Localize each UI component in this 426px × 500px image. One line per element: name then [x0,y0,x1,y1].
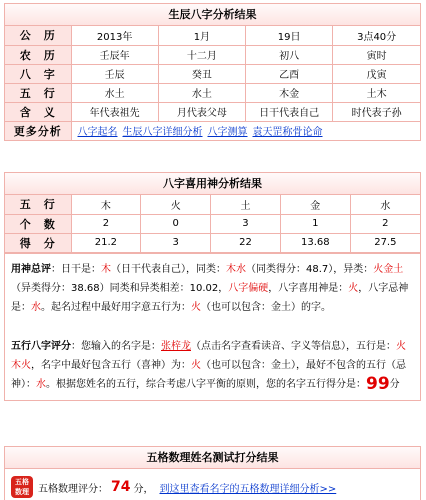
table-cell: 13.68 [280,233,350,252]
bazi-table [5,26,420,140]
row-label-gongli: 公 历 [5,26,71,45]
summary-text: （同类得分：48.7），异类： [246,263,374,275]
name-link[interactable]: 张梓龙 [161,340,191,352]
seal-text: 数理 [15,488,29,496]
day-element: 木 [101,263,111,275]
summary-label: 用神总评 [11,263,51,275]
name-avoid: 水 [36,378,46,390]
table-cell: 3点40分 [333,26,420,45]
table-cell: 乙酉 [246,64,333,83]
row-label-hanyi: 含 义 [5,102,71,121]
table-row [5,102,420,121]
table-row [5,64,420,83]
table-cell: 22 [211,233,281,252]
table-row [5,83,420,102]
table-cell: 时代表子孙 [333,102,420,121]
table-row [5,26,420,45]
table-cell: 27.5 [350,233,420,252]
table-row [5,214,420,233]
summary-text: ，八字喜用神是： [268,282,349,294]
table-row [5,195,420,214]
table-cell: 19日 [246,26,333,45]
table-cell: 1月 [158,26,245,45]
summary-text: 。起名过程中最好用字意五行为： [41,301,191,313]
table-header-cell: 水 [350,195,420,214]
name-eval-text: 。根据您姓名的五行，综合考虑八字平衡的原则，您的名字五行得分是： [46,378,366,390]
wuge-title: 五格数理姓名测试打分结果 [5,447,420,469]
name-evaluation [11,337,414,394]
table-cell: 癸丑 [158,64,245,83]
name-eval-text: ：您输入的名字是： [71,340,161,352]
table-header-cell: 土 [211,195,281,214]
link-bazi-naming[interactable]: 八字起名 [77,127,118,139]
bazi-panel [4,3,421,141]
wuxing-header-label: 五 行 [5,195,71,214]
name-score: 99 [366,373,390,394]
link-bazi-reading[interactable]: 八字测算 [207,127,248,139]
wuxing-panel [4,172,421,401]
avoid-element: 水 [31,301,41,313]
row-label-bazi: 八 字 [5,64,71,83]
summary-text: （异类得分：38.68）同类和异类相差：10.02， [11,282,229,294]
other-class: 火金土 [373,263,404,275]
wuxing-title: 八字喜用神分析结果 [5,173,420,195]
link-bone-weight[interactable]: 袁天罡称骨论命 [252,127,323,139]
bazi-title: 生辰八字分析结果 [5,4,420,26]
table-cell: 2013年 [71,26,158,45]
score-label: 得 分 [5,233,71,252]
name-elements: 火木火 [11,340,406,371]
table-cell: 3 [211,214,281,233]
table-cell: 木金 [246,83,333,102]
table-cell: 月代表父母 [158,102,245,121]
bazi-strength: 八字偏硬 [228,282,269,294]
row-label-wuxing: 五 行 [5,83,71,102]
yongshen-summary [11,260,414,317]
table-cell: 壬辰年 [71,45,158,64]
summary-text: （日干代表自己），同类： [111,263,226,275]
naming-element: 火 [191,301,201,313]
table-cell: 十二月 [158,45,245,64]
wuge-score: 74 [111,479,131,495]
table-cell: 日干代表自己 [246,102,333,121]
name-eval-text: （点击名字查看读音、字义等信息），五行是： [191,340,396,352]
table-cell: 3 [141,233,211,252]
more-analysis-links [71,121,420,140]
table-cell: 2 [350,214,420,233]
table-cell: 水土 [71,83,158,102]
table-cell: 戊寅 [333,64,420,83]
name-eval-unit: 分 [389,378,400,390]
favorable-element: 火 [348,282,359,294]
table-cell: 1 [280,214,350,233]
wuge-detail-link[interactable]: 到这里查看名字的五格数理详细分析>> [159,483,337,495]
summary-text: ：日干是： [51,263,101,275]
table-cell: 壬辰 [71,64,158,83]
wuge-score-row [5,469,420,500]
summary-text: （也可以包含：金土）的字。 [201,301,331,313]
wuge-panel [4,446,421,500]
same-class: 木水 [226,263,246,275]
table-header-cell: 金 [280,195,350,214]
wuge-score-label: 五格数理评分： [38,483,108,495]
table-row [5,45,420,64]
name-eval-text: ，名字中最好包含五行（喜神）为： [31,359,191,371]
analysis-text [5,253,420,400]
more-analysis-label: 更多分析 [5,121,71,140]
wuge-unit: 分， [133,483,154,495]
table-cell: 21.2 [71,233,141,252]
count-label: 个 数 [5,214,71,233]
summary-text: ，八字忌神是： [11,282,409,313]
table-row [5,121,420,140]
name-eval-text: （也可以包含：金土），最好不包含的五行（忌神）： [11,359,406,390]
table-cell: 年代表祖先 [71,102,158,121]
table-cell: 2 [71,214,141,233]
table-row [5,233,420,252]
seal-text: 五格 [15,478,29,486]
link-bazi-detail[interactable]: 生辰八字详细分析 [122,127,203,139]
wuge-seal-icon [11,476,33,498]
name-eval-label: 五行八字评分 [11,340,71,352]
wuxing-table [5,195,420,253]
row-label-nongli: 农 历 [5,45,71,64]
table-cell: 0 [141,214,211,233]
name-favorable: 火 [191,359,201,371]
table-cell: 土木 [333,83,420,102]
table-cell: 初八 [246,45,333,64]
table-header-cell: 木 [71,195,141,214]
table-cell: 水土 [158,83,245,102]
table-cell: 寅时 [333,45,420,64]
table-header-cell: 火 [141,195,211,214]
